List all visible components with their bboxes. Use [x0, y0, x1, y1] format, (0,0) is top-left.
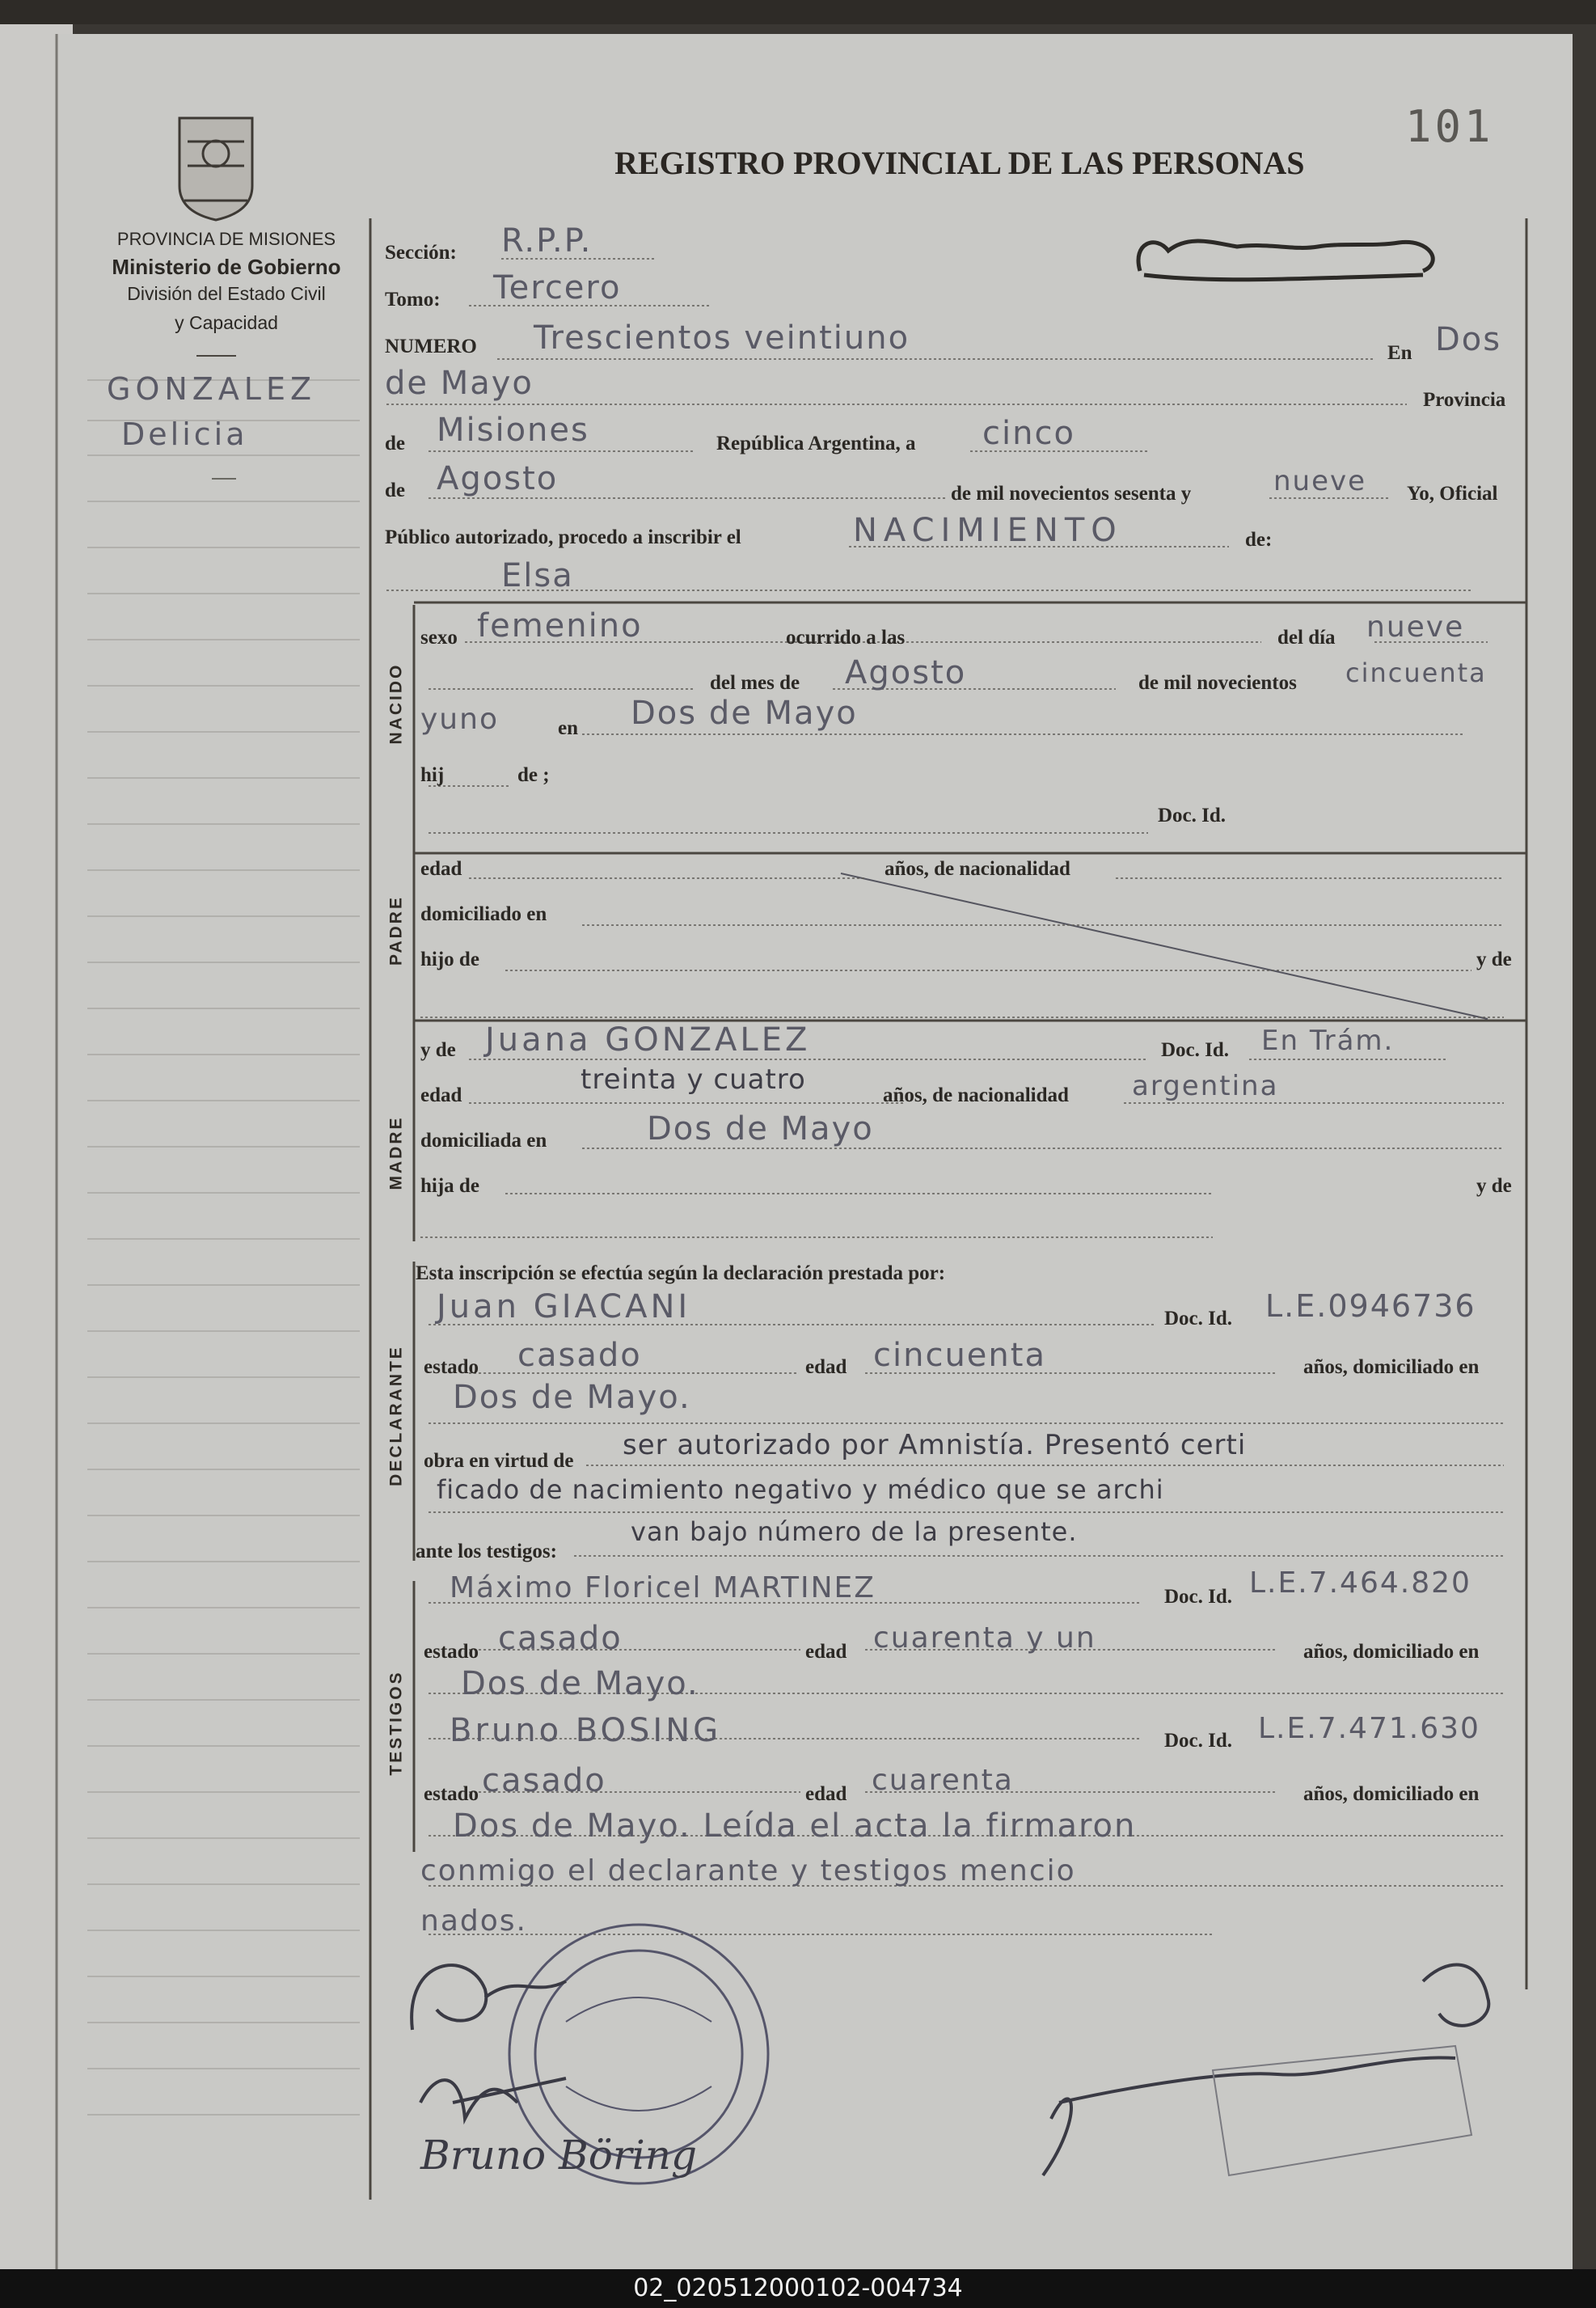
label-de-mes: de	[385, 480, 405, 501]
entry-lugar-nac: Dos de Mayo	[631, 695, 858, 732]
label-padre-nacionalidad: años, de nacionalidad	[885, 858, 1070, 880]
entry-declarante-estado: casado	[517, 1337, 642, 1374]
label-ocurrido: ocurrido a las	[786, 627, 906, 649]
entry-madre-doc: En Trám.	[1261, 1025, 1395, 1057]
side-label-declarante: DECLARANTE	[386, 1345, 406, 1486]
entry-testigo2-estado: casado	[482, 1762, 606, 1799]
label-testigo2-edad: edad	[805, 1783, 847, 1805]
side-label-madre: MADRE	[386, 1115, 406, 1190]
label-de-mil-sesenta: de mil novecientos sesenta y	[951, 483, 1192, 505]
entry-provincia: Misiones	[437, 412, 589, 449]
margin-given-name: Delicia	[121, 416, 248, 452]
label-madre-domicilio: domiciliada en	[420, 1130, 547, 1152]
label-de-semicolon: de ;	[517, 764, 550, 786]
margin-surname: GONZALEZ	[107, 371, 317, 407]
entry-cierre-3: nados.	[420, 1904, 527, 1938]
entry-testigo1-domicilio: Dos de Mayo.	[461, 1665, 699, 1702]
label-ante-testigos: ante los testigos:	[416, 1541, 557, 1562]
label-madre-nacionalidad: años, de nacionalidad	[883, 1084, 1069, 1106]
entry-madre-nacionalidad: argentina	[1132, 1070, 1279, 1102]
entry-obra-3: van bajo número de la presente.	[631, 1516, 1078, 1547]
label-esta-inscripcion: Esta inscripción se efectúa según la declaración prestada por:	[416, 1262, 946, 1284]
label-declarante-anos-dom: años, domiciliado en	[1303, 1356, 1480, 1378]
label-testigo1-edad: edad	[805, 1641, 847, 1663]
label-publico: Público autorizado, procedo a inscribir el	[385, 526, 741, 548]
entry-declarante-edad: cincuenta	[873, 1337, 1046, 1374]
entry-tomo: Tercero	[493, 269, 622, 306]
entry-testigo1-nombre: Máximo Floricel MARTINEZ	[450, 1571, 876, 1604]
side-label-testigos: TESTIGOS	[386, 1670, 406, 1776]
label-testigo2-estado: estado	[424, 1783, 479, 1805]
entry-declarante-doc: L.E.0946736	[1265, 1288, 1476, 1324]
side-label-nacido: NACIDO	[386, 662, 406, 745]
entry-nombre: Elsa	[501, 557, 574, 594]
org-division: División del Estado Civil	[127, 283, 326, 304]
label-testigo1-estado: estado	[424, 1641, 479, 1663]
entry-numero: Trescientos veintiuno	[534, 319, 910, 357]
label-hij: hij	[420, 764, 445, 786]
entry-acto: NACIMIENTO	[853, 512, 1123, 549]
side-label-padre: PADRE	[386, 895, 406, 966]
label-madre-y-de: y de	[420, 1039, 456, 1061]
label-padre-domicilio: domiciliado en	[420, 903, 547, 925]
page-number: 101	[1405, 101, 1494, 152]
entry-madre-edad: treinta y cuatro	[581, 1063, 806, 1096]
entry-obra-2: ficado de nacimiento negativo y médico que se archi	[437, 1474, 1164, 1505]
entry-dia-inscripcion: cinco	[982, 415, 1075, 452]
label-padre-edad: edad	[420, 858, 462, 880]
label-declarante-edad: edad	[805, 1356, 847, 1378]
label-testigo1-doc-id: Doc. Id.	[1164, 1586, 1233, 1608]
label-tomo: Tomo:	[385, 289, 441, 311]
label-en: En	[1387, 342, 1412, 364]
label-de-mil: de mil novecientos	[1138, 672, 1297, 694]
org-ministry: Ministerio de Gobierno	[112, 255, 341, 279]
label-padre-y-de: y de	[1476, 949, 1512, 970]
label-del-mes: del mes de	[710, 672, 800, 694]
entry-mes-inscripcion: Agosto	[437, 460, 559, 497]
label-declarante-doc-id: Doc. Id.	[1164, 1308, 1233, 1329]
label-sexo: sexo	[420, 627, 458, 649]
entry-testigo1-edad: cuarenta y un	[873, 1621, 1096, 1655]
label-en-lugar: en	[558, 717, 578, 739]
label-de-colon: de:	[1245, 529, 1273, 551]
label-testigo2-anos-dom: años, domiciliado en	[1303, 1783, 1480, 1805]
entry-anio-nac-2: yuno	[420, 703, 499, 736]
entry-testigo1-doc: L.E.7.464.820	[1249, 1566, 1471, 1600]
label-doc-id-nacido: Doc. Id.	[1158, 805, 1227, 826]
entry-cierre-2: conmigo el declarante y testigos mencio	[420, 1854, 1076, 1887]
label-madre-y-de-2: y de	[1476, 1175, 1512, 1197]
entry-sexo: femenino	[477, 607, 643, 645]
label-declarante-estado: estado	[424, 1356, 479, 1378]
label-obra: obra en virtud de	[424, 1450, 574, 1472]
entry-seccion: R.P.P.	[501, 222, 593, 260]
label-de-provincia: de	[385, 433, 405, 454]
label-testigo1-anos-dom: años, domiciliado en	[1303, 1641, 1480, 1663]
label-provincia: Provincia	[1423, 389, 1506, 411]
entry-madre-domicilio: Dos de Mayo	[647, 1110, 874, 1148]
org-province: PROVINCIA DE MISIONES	[116, 229, 336, 249]
label-seccion: Sección:	[385, 242, 457, 264]
entry-obra-1: ser autorizado por Amnistía. Presentó certi	[623, 1429, 1247, 1461]
footer-code: 02_020512000102-004734	[633, 2274, 963, 2302]
entry-cierre-1: Dos de Mayo. Leída el acta la firmaron	[453, 1807, 1137, 1845]
label-padre-hijo-de: hijo de	[420, 949, 479, 970]
entry-declarante-nombre: Juan GIACANI	[437, 1288, 691, 1325]
label-madre-doc-id: Doc. Id.	[1161, 1039, 1230, 1061]
entry-testigo2-nombre: Bruno BOSING	[450, 1712, 722, 1749]
entry-lugar: de Mayo	[385, 365, 534, 402]
document-title: REGISTRO PROVINCIAL DE LAS PERSONAS	[614, 145, 1305, 181]
entry-en: Dos	[1435, 321, 1502, 358]
label-numero: NUMERO	[385, 336, 477, 357]
label-testigo2-doc-id: Doc. Id.	[1164, 1730, 1233, 1752]
label-madre-edad: edad	[420, 1084, 462, 1106]
entry-anio-nac-1: cincuenta	[1345, 657, 1487, 688]
entry-testigo1-estado: casado	[498, 1620, 623, 1657]
signature-bruno: Bruno Böring	[420, 2132, 697, 2179]
label-madre-hija-de: hija de	[420, 1175, 479, 1197]
entry-dia-nac: nueve	[1366, 611, 1465, 644]
label-republica: República Argentina, a	[716, 433, 916, 454]
label-del-dia: del día	[1277, 627, 1336, 649]
entry-anio-inscripcion: nueve	[1273, 465, 1367, 497]
entry-mes-nac: Agosto	[845, 654, 967, 691]
entry-testigo2-edad: cuarenta	[872, 1764, 1014, 1797]
label-yo-oficial: Yo, Oficial	[1407, 483, 1498, 505]
entry-declarante-domicilio: Dos de Mayo.	[453, 1379, 691, 1416]
org-capacity: y Capacidad	[175, 312, 278, 333]
entry-madre-nombre: Juana GONZALEZ	[485, 1021, 811, 1059]
entry-testigo2-doc: L.E.7.471.630	[1258, 1712, 1480, 1745]
